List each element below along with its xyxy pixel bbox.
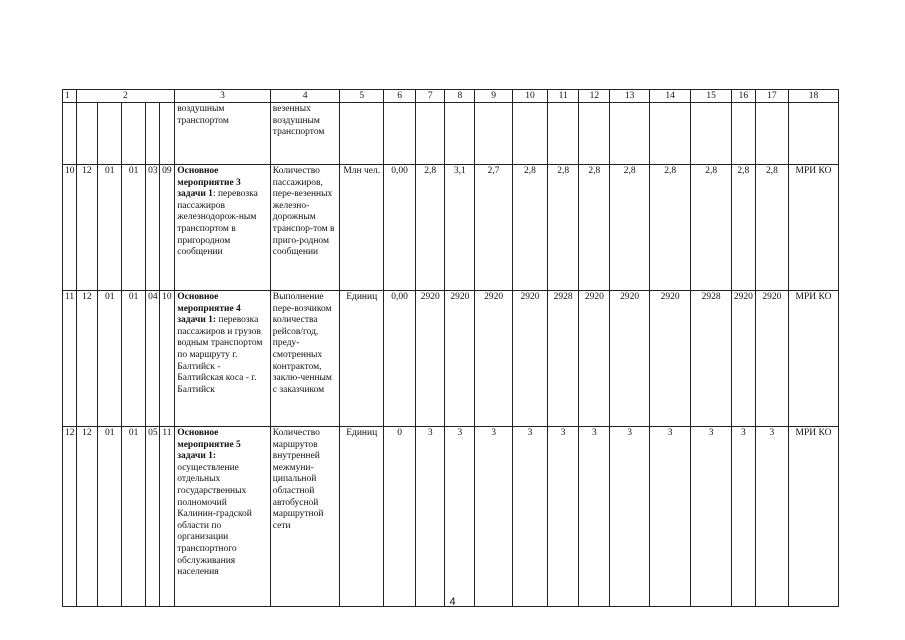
code-cell — [76, 103, 98, 165]
header-cell: 9 — [475, 90, 512, 103]
value-cell: 2,8 — [691, 165, 732, 291]
code-cell — [122, 103, 146, 165]
indicator-cell: Выполнение пере-возчиком количества рейсов/год, преду-смотренных контрактом, заклю-ченным с заказчиком — [270, 291, 340, 427]
code-cell: 05 — [146, 427, 160, 607]
value-cell: 2928 — [691, 291, 732, 427]
table-row — [63, 103, 839, 165]
code-cell: 04 — [146, 291, 160, 427]
activity-cell — [175, 103, 271, 165]
value-cell — [548, 103, 579, 165]
header-cell: 2 — [76, 90, 175, 103]
code-cell: 10 — [63, 165, 77, 291]
code-cell: 01 — [98, 291, 122, 427]
value-cell: 2,8 — [610, 165, 649, 291]
code-cell: 12 — [63, 427, 77, 607]
value-cell: 2928 — [548, 291, 579, 427]
indicator-cell: Количество пассажиров, пере-везенных железно-дорожным транспор-том в приго-родном сообщении — [270, 165, 340, 291]
header-cell: 13 — [610, 90, 649, 103]
header-cell: 14 — [649, 90, 691, 103]
value-cell: 3 — [475, 427, 512, 607]
value-cell: 2,8 — [548, 165, 579, 291]
base-value-cell: 0,00 — [384, 165, 416, 291]
header-cell: 15 — [691, 90, 732, 103]
value-cell: 3 — [649, 427, 691, 607]
indicator-cell: Количество маршрутов внутренней межмуни-ципальной областной автобусной маршрутной сети — [270, 427, 340, 607]
header-cell: 8 — [445, 90, 475, 103]
value-cell: 2920 — [731, 291, 755, 427]
table-row — [63, 291, 839, 427]
code-cell: 01 — [122, 427, 146, 607]
value-cell — [475, 103, 512, 165]
code-cell — [63, 103, 77, 165]
page-number: 4 — [449, 596, 456, 608]
value-cell: 3 — [445, 427, 475, 607]
value-cell: 2,7 — [475, 165, 512, 291]
value-cell — [649, 103, 691, 165]
base-value-cell: 0,00 — [384, 291, 416, 427]
value-cell — [755, 103, 788, 165]
unit-cell — [340, 103, 384, 165]
code-cell: 11 — [63, 291, 77, 427]
activity-title: Основное мероприятие 3 задачи 1 — [177, 166, 241, 200]
activity-description: перевозка пассажиров и грузов водным транспортом по маршруту г. Балтийск - Балтийская коса - г. Балтийск — [177, 315, 263, 395]
code-cell — [146, 103, 160, 165]
value-cell: 3 — [548, 427, 579, 607]
value-cell — [416, 103, 445, 165]
header-cell: 3 — [175, 90, 271, 103]
code-cell — [98, 103, 122, 165]
value-cell — [731, 103, 755, 165]
value-cell: 2,8 — [579, 165, 610, 291]
activity-title: Основное мероприятие 4 задачи 1: — [177, 292, 241, 326]
header-cell: 1 — [63, 90, 77, 103]
executor-cell: МРИ КО — [789, 427, 839, 607]
value-cell — [512, 103, 547, 165]
header-cell: 18 — [789, 90, 839, 103]
value-cell: 3,1 — [445, 165, 475, 291]
code-cell: 09 — [159, 165, 175, 291]
code-cell: 11 — [159, 427, 175, 607]
unit-cell: Млн чел. — [340, 165, 384, 291]
value-cell: 2920 — [755, 291, 788, 427]
value-cell — [691, 103, 732, 165]
activity-cell — [175, 291, 271, 427]
value-cell: 2920 — [416, 291, 445, 427]
value-cell: 2920 — [445, 291, 475, 427]
value-cell: 2920 — [649, 291, 691, 427]
header-cell: 5 — [340, 90, 384, 103]
value-cell — [579, 103, 610, 165]
value-cell: 2,8 — [649, 165, 691, 291]
header-cell: 10 — [512, 90, 547, 103]
value-cell: 3 — [610, 427, 649, 607]
value-cell: 2,8 — [731, 165, 755, 291]
executor-cell — [789, 103, 839, 165]
value-cell: 2920 — [475, 291, 512, 427]
header-cell: 17 — [755, 90, 788, 103]
value-cell: 3 — [731, 427, 755, 607]
code-cell — [159, 103, 175, 165]
header-cell: 11 — [548, 90, 579, 103]
activity-cell — [175, 427, 271, 607]
value-cell: 2920 — [610, 291, 649, 427]
value-cell: 2920 — [579, 291, 610, 427]
table-row — [63, 427, 839, 607]
code-cell: 10 — [159, 291, 175, 427]
code-cell: 12 — [76, 291, 98, 427]
value-cell: 2920 — [512, 291, 547, 427]
value-cell: 3 — [579, 427, 610, 607]
base-value-cell: 0 — [384, 427, 416, 607]
activity-description: воздушным транспортом — [177, 104, 229, 126]
value-cell: 3 — [512, 427, 547, 607]
header-cell: 7 — [416, 90, 445, 103]
table-row — [63, 165, 839, 291]
value-cell: 3 — [691, 427, 732, 607]
header-cell: 6 — [384, 90, 416, 103]
activity-description: осуществление отдельных государственных полномочий Калинин-градской области по организации транспортного обслуживания населения — [177, 462, 252, 578]
code-cell: 03 — [146, 165, 160, 291]
unit-cell: Единиц — [340, 427, 384, 607]
value-cell: 2,8 — [416, 165, 445, 291]
program-table — [62, 89, 839, 607]
activity-description: : перевозка пассажиров железнодорож-ным транспортом в пригородном сообщении — [177, 189, 258, 258]
code-cell: 01 — [122, 291, 146, 427]
executor-cell: МРИ КО — [789, 291, 839, 427]
header-cell: 16 — [731, 90, 755, 103]
value-cell — [445, 103, 475, 165]
base-value-cell — [384, 103, 416, 165]
activity-cell — [175, 165, 271, 291]
code-cell: 01 — [98, 165, 122, 291]
unit-cell: Единиц — [340, 291, 384, 427]
code-cell: 12 — [76, 165, 98, 291]
header-row — [63, 90, 839, 103]
header-cell: 12 — [579, 90, 610, 103]
code-cell: 12 — [76, 427, 98, 607]
value-cell — [610, 103, 649, 165]
value-cell: 2,8 — [512, 165, 547, 291]
header-cell: 4 — [270, 90, 340, 103]
value-cell: 3 — [416, 427, 445, 607]
executor-cell: МРИ КО — [789, 165, 839, 291]
code-cell: 01 — [98, 427, 122, 607]
value-cell: 3 — [755, 427, 788, 607]
value-cell: 2,8 — [755, 165, 788, 291]
indicator-cell: везенных воздушным транспортом — [270, 103, 340, 165]
code-cell: 01 — [122, 165, 146, 291]
activity-title: Основное мероприятие 5 задачи 1: — [177, 428, 241, 462]
